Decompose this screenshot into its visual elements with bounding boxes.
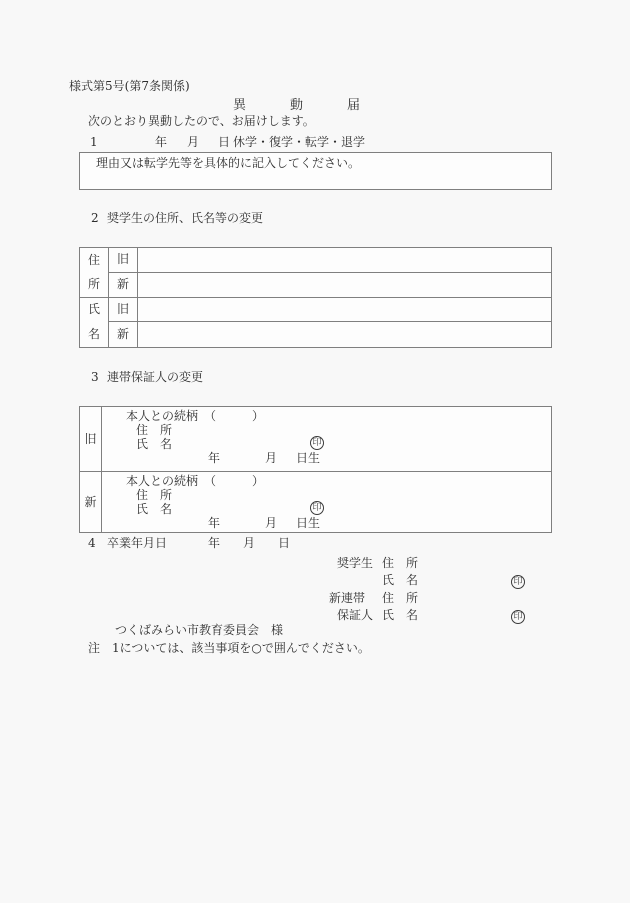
group-char: 名	[87, 327, 100, 342]
section3-number: 3	[91, 370, 99, 384]
intro-text: 次のとおり異動したので、お届けします。	[88, 114, 315, 128]
relation-line: 本人との続柄 （ ）	[126, 474, 265, 488]
row-label-new: 新	[80, 472, 102, 532]
section2-heading: 奨学生の住所、氏名等の変更	[107, 211, 264, 225]
reason-box	[79, 152, 552, 190]
row-label-old: 旧	[80, 407, 102, 472]
signer-field-name: 氏 名	[382, 573, 419, 587]
relation-line: 本人との続柄 （ ）	[126, 409, 265, 423]
section1-options: 休学・復学・転学・退学	[233, 135, 366, 149]
birth-day-label: 日生	[296, 516, 321, 530]
signer-role-guarantor: 保証人	[337, 608, 374, 622]
birth-year-label: 年	[208, 451, 221, 465]
signer-field-address: 住 所	[382, 591, 419, 605]
address-label: 住 所	[136, 423, 173, 437]
birth-month-label: 月	[265, 516, 278, 530]
seal-icon: 印	[310, 501, 324, 515]
field-new-address	[138, 273, 551, 298]
note-marker: 注	[88, 641, 101, 655]
section4-year-label: 年	[208, 536, 221, 550]
signer-field-name: 氏 名	[382, 608, 419, 622]
group-char: 氏	[87, 302, 100, 317]
section4-number: 4	[88, 536, 96, 550]
section2-number: 2	[91, 211, 99, 225]
guarantor-new-cell	[102, 472, 551, 532]
form-number-label: 様式第5号(第7条関係)	[69, 79, 190, 93]
row-label-new: 新	[109, 273, 138, 298]
field-old-name	[138, 298, 551, 323]
section4-month-label: 月	[243, 536, 256, 550]
birth-year-label: 年	[208, 516, 221, 530]
address-name-change-table	[79, 247, 552, 348]
section1-number: 1	[90, 135, 98, 149]
signer-role-scholar: 奨学生	[337, 556, 374, 570]
group-char: 住	[87, 252, 100, 267]
table-group-label-name	[80, 298, 109, 348]
birth-month-label: 月	[265, 451, 278, 465]
section3-heading: 連帯保証人の変更	[107, 370, 204, 384]
row-label-old: 旧	[109, 248, 138, 273]
birth-day-label: 日生	[296, 451, 321, 465]
note-text: 1については、該当事項を○で囲んでください。	[112, 641, 370, 655]
section1-year-label: 年	[155, 135, 168, 149]
seal-icon: 印	[310, 436, 324, 450]
name-label: 氏 名	[136, 502, 173, 516]
section4-label: 卒業年月日	[107, 536, 168, 550]
field-old-address	[138, 248, 551, 273]
guarantor-change-table	[79, 406, 552, 533]
reason-box-note: 理由又は転学先等を具体的に記入してください。	[96, 156, 361, 170]
guarantor-old-cell	[102, 407, 551, 472]
table-group-label-address	[80, 248, 109, 298]
seal-icon: 印	[511, 575, 525, 589]
row-label-old: 旧	[109, 298, 138, 323]
section1-day-label: 日	[218, 135, 231, 149]
section1-month-label: 月	[187, 135, 200, 149]
address-label: 住 所	[136, 488, 173, 502]
section4-day-label: 日	[278, 536, 291, 550]
page-title: 異動届	[233, 98, 405, 113]
signer-role-new-joint: 新連帯	[329, 591, 366, 605]
group-char: 所	[87, 276, 100, 291]
field-new-name	[138, 322, 551, 347]
name-label: 氏 名	[136, 437, 173, 451]
signer-field-address: 住 所	[382, 556, 419, 570]
addressee-line: つくばみらい市教育委員会 様	[115, 623, 284, 637]
row-label-new: 新	[109, 322, 138, 347]
seal-icon: 印	[511, 610, 525, 624]
